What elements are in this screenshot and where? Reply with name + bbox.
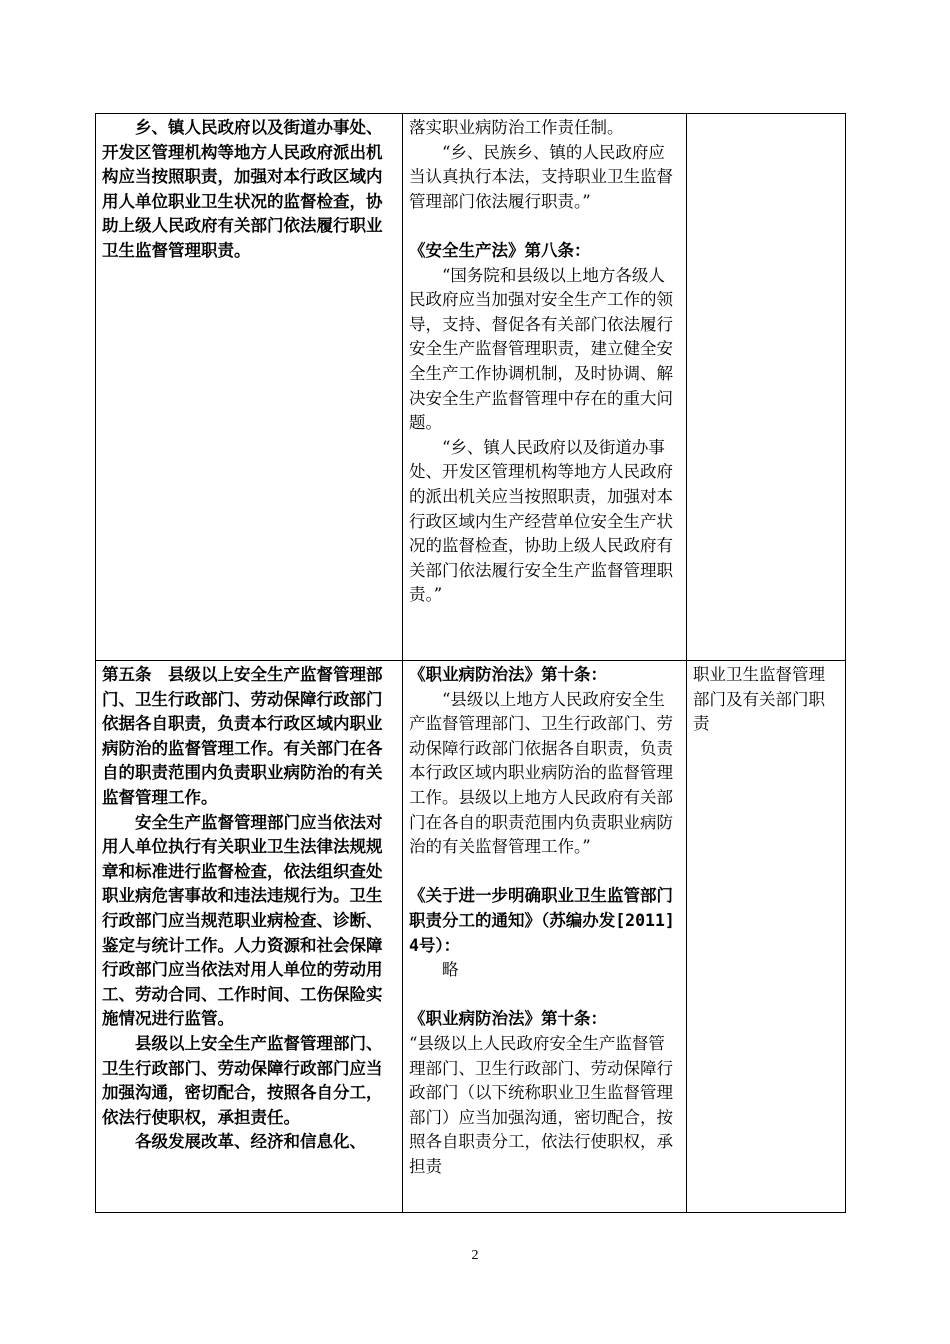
basis-text: “国务院和县级以上地方各级人民政府应当加强对安全生产工作的领导，支持、督促各有关部门依法履行安全生产监督管理职责，建立健全安全生产工作协调机制，及时协调、解决安全生产监督管理中存在的重大问题。: [409, 265, 673, 433]
note-cell: [687, 661, 846, 1213]
law-heading: 《职业病防治法》第十条：: [409, 1009, 607, 1029]
article-text: 安全生产监督管理部门应当依法对用人单位执行有关职业卫生法律法规规章和标准进行监督检查，依法组织查处职业病危害事故和违法违规行为。卫生行政部门应当规范职业病检查、诊断、鉴定与统计工作。人力资源和社会保障行政部门应当依法对用人单位的劳动用工、劳动合同、工作时间、工伤保险实施情况进行监管。: [102, 812, 383, 1029]
basis-text: “县级以上人民政府安全生产监督管理部门、卫生行政部门、劳动保障行政部门（以下统称职业卫生监督管理部门）应当加强沟通，密切配合，按照各自职责分工，依法行使职权，承担责: [409, 1033, 673, 1176]
law-heading: 《安全生产法》第八条：: [409, 240, 591, 260]
law-heading: 《职业病防治法》第十条：: [409, 665, 607, 684]
basis-cell: [403, 114, 687, 661]
basis-text: “乡、镇人民政府以及街道办事处、开发区管理机构等地方人民政府的派出机关应当按照职责，加强对本行政区域内生产经营单位安全生产状况的监督检查，协助上级人民政府有关部门依法履行安全生产监督管理职责。”: [409, 437, 673, 605]
regulation-table: [95, 113, 846, 1213]
article-cell: [96, 114, 403, 661]
basis-text: 略: [442, 960, 459, 980]
note-text: 职业卫生监督管理部门及有关部门职责: [693, 665, 825, 734]
basis-text: “乡、民族乡、镇的人民政府应当认真执行本法，支持职业卫生监督管理部门依法履行职责。”: [409, 142, 673, 211]
basis-text: 落实职业病防治工作责任制。: [409, 118, 624, 137]
spacer: [409, 983, 680, 1008]
spacer: [409, 860, 680, 885]
page-number: 2: [471, 1248, 479, 1263]
table-row: [96, 114, 846, 661]
article-text: 乡、镇人民政府以及街道办事处、开发区管理机构等地方人民政府派出机构应当按照职责，加强对本行政区域内用人单位职业卫生状况的监督检查，协助上级人民政府有关部门依法履行职业卫生监督管理职责。: [102, 118, 383, 260]
basis-text: “县级以上地方人民政府安全生产监督管理部门、卫生行政部门、劳动保障行政部门依据各自职责，负责本行政区域内职业病防治的监督管理工作。县级以上地方人民政府有关部门在各自的职责范围内负责职业病防治的有关监督管理工作。”: [409, 689, 673, 857]
table-row: [96, 661, 846, 1213]
article-text: 县级以上安全生产监督管理部门、卫生行政部门、劳动保障行政部门应当加强沟通，密切配合，按照各自分工，依法行使职权，承担责任。: [102, 1033, 383, 1127]
article-cell: [96, 661, 403, 1213]
article-text: 第五条 县级以上安全生产监督管理部门、卫生行政部门、劳动保障行政部门依据各自职责，负责本行政区域内职业病防治的监督管理工作。有关部门在各自的职责范围内负责职业病防治的有关监督管理工作。: [102, 665, 383, 807]
spacer: [409, 214, 680, 239]
article-text: 各级发展改革、经济和信息化、: [135, 1132, 366, 1152]
note-cell: [687, 114, 846, 661]
basis-cell: [403, 661, 687, 1213]
law-heading: 《关于进一步明确职业卫生监管部门职责分工的通知》（苏编办发[2011]4号）：: [409, 886, 675, 955]
